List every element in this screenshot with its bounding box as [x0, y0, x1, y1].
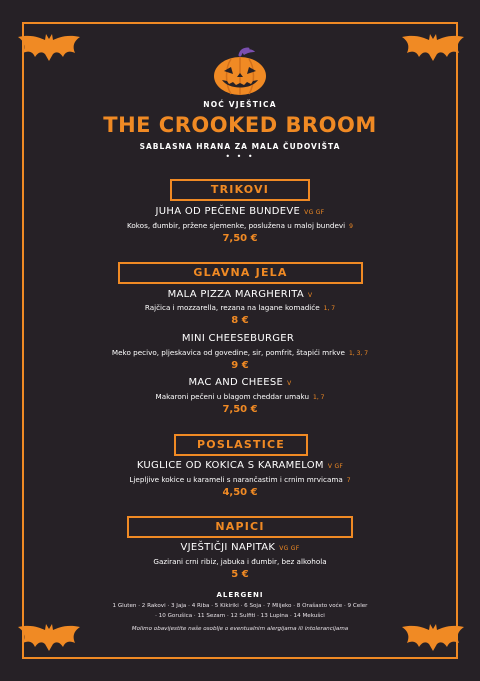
- jack-o-lantern-icon: [211, 46, 269, 96]
- menu-item-description: [0, 303, 480, 312]
- item-desc: Meko pecivo, pljeskavica od govedine, sir, pomfrit, štapići mrkve: [111, 348, 345, 357]
- dietary-tags: V GF: [327, 463, 344, 470]
- allergens-heading: ALERGENI: [216, 591, 264, 599]
- section-heading: NAPICI: [127, 516, 353, 538]
- section-heading: GLAVNA JELA: [118, 262, 363, 284]
- dietary-tags: VG GF: [279, 545, 300, 552]
- item-title: MALA PIZZA MARGHERITA: [167, 289, 304, 300]
- dietary-tags: VG GF: [304, 209, 325, 216]
- item-desc: Gazirani crni ribiz, jabuka i đumbir, bez alkohola: [153, 557, 327, 566]
- menu-item-name: [0, 206, 480, 217]
- item-desc: Kokos, đumbir, pržene sjemenke, poslužena u maloj bundevi: [127, 221, 346, 230]
- menu-item-name: [0, 333, 480, 344]
- allergens-note: Molimo obavijestite naše osoblje o eventualnim alergijama ili intolerancijama: [131, 626, 349, 632]
- menu-item-price: 8 €: [231, 315, 249, 326]
- menu-item-price: 5 €: [231, 569, 249, 580]
- menu-item-price: 4,50 €: [222, 487, 258, 498]
- bat-icon: [398, 31, 468, 65]
- menu-item-name: [0, 460, 480, 471]
- menu-item-description: [0, 348, 480, 357]
- section-heading: POSLASTICE: [174, 434, 308, 456]
- menu-kicker: NOĆ VJEŠTICA: [203, 100, 277, 109]
- item-title: KUGLICE OD KOKICA S KARAMELOM: [136, 460, 324, 471]
- menu-item-description: [0, 475, 480, 484]
- item-desc: Makaroni pečeni u blagom cheddar umaku: [155, 392, 310, 401]
- bat-icon: [14, 31, 84, 65]
- item-desc: Rajčica i mozzarella, rezana na lagane komadiće: [144, 303, 320, 312]
- dietary-tags: V: [307, 292, 313, 299]
- item-title: JUHA OD PEČENE BUNDEVE: [155, 206, 301, 217]
- item-title: VJEŠTIČJI NAPITAK: [180, 542, 276, 553]
- allergen-numbers: 7: [346, 477, 351, 484]
- allergen-numbers: 9: [349, 223, 353, 230]
- item-title: MINI CHEESEBURGER: [181, 333, 295, 344]
- allergen-numbers: 1, 7: [313, 394, 325, 401]
- menu-item-price: 7,50 €: [222, 233, 258, 244]
- menu-item-price: 7,50 €: [222, 404, 258, 415]
- item-desc: Ljepljive kokice u karameli s narančastim i crnim mrvicama: [129, 475, 343, 484]
- section-heading: TRIKOVI: [170, 179, 310, 201]
- allergen-numbers: 1, 3, 7: [348, 350, 369, 357]
- menu-item-description: [0, 221, 480, 230]
- allergens-list: · 10 Gorušica · 11 Sezam · 12 Sulfiti · 13 Lupina · 14 Mekušci: [155, 613, 325, 619]
- restaurant-title: THE CROOKED BROOM: [103, 113, 377, 137]
- menu-subtitle: SABLASNA HRANA ZA MALA ČUDOVIŠTA: [139, 142, 341, 151]
- allergen-numbers: 1, 7: [323, 305, 336, 312]
- menu-item-name: [0, 542, 480, 553]
- menu-item-name: [0, 289, 480, 300]
- menu-item-description: [0, 392, 480, 401]
- dietary-tags: V: [287, 380, 292, 387]
- menu-item-description: [0, 557, 480, 566]
- allergens-list: 1 Gluten · 2 Rakovi · 3 Jaja · 4 Riba · 5 Kikiriki · 6 Soja · 7 Mlijeko · 8 Orašasto voće · 9 Celer: [112, 603, 368, 609]
- menu-item-name: [0, 377, 480, 388]
- decorative-dots: • • •: [225, 152, 255, 161]
- item-title: MAC AND CHEESE: [188, 377, 284, 388]
- menu-item-price: 9 €: [231, 360, 249, 371]
